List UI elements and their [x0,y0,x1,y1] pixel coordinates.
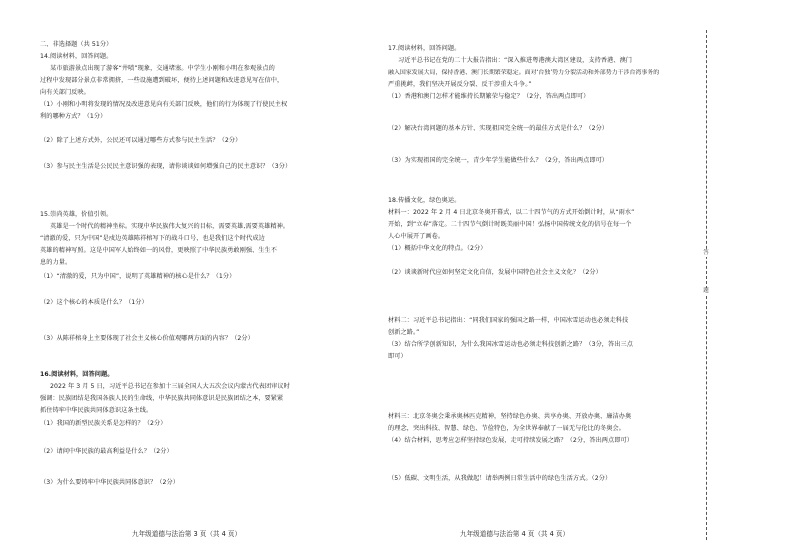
margin-mark: 答 [699,250,713,257]
q16-sub3: （3）为什么要铸牢中华民族共同体意识？（2分） [40,479,179,486]
q18-sub2: （2）谈谈新时代应如何坚定文化自信，发展中国特色社会主义文化？（2分） [388,269,602,276]
page-footer-left: 九年级道德与法治第 3 页（共 4 页） [132,530,242,538]
q17-sub3: （3）为实现祖国的完全统一，青少年学生能做些什么？（2分，答出两点即可） [388,157,609,164]
q17-line: 习近平总书记在党的二十大报告指出：“深入推进粤港澳大湾区建设，支持香港、澳门 [398,57,633,64]
q14-line: 过程中发现部分景点非常拥挤，一些设施遭到破坏，便待上述问题和改进意见写在信中， [40,77,284,84]
left-page [40,0,370,559]
q15-sub3: （3）从陈祥榕身上主要体现了社会主义核心价值观哪两方面的内容？（2分） [40,335,254,342]
q15-sub1: （1）“清澈的爱，只为中国”，说明了英雄精神的核心是什么？（1分） [40,273,236,280]
q17-line: 融入国家发展大局，保持香港、澳门长期繁荣稳定。面对‘台独’势力分裂活动和外部势力干涉台湾事务的 [388,70,660,76]
q18-m2-line: 创新之路。” [388,329,420,336]
q14-line: 某市旅游景点出现了游客“井喷”现象，交通堵塞。中学生小刚和小明在参观景点的 [50,65,275,72]
q18-sub4: （4）结合材料，思考应怎样坚持绿色发展，走可持续发展之路？（2分，答出两点即可） [388,437,633,444]
q15-line: 英雄的精神写照。这是中国军人始终如一的风骨，更映照了中华民族勇敢刚强、生生不 [40,247,278,254]
q16-sub1: （1）我国的新型民族关系是怎样的？（2分） [40,420,167,427]
q14-sub1: （1）小刚和小明将发现的情况及改进意见向有关部门反映，他们的行为体现了行使民主权 [40,101,288,108]
q14-sub1-cont: 利的哪种方式？（1分） [40,113,107,120]
q18-m2-line: 材料二：习近平总书记指出：“同我们国家的强国之路一样，中国冰雪运动也必须走科技 [388,317,629,324]
q18-m1-line: 材料一：2022 年 2 月 4 日北京冬奥开幕式，以二十四节气的方式开始倒计时，从“雨水” [388,209,635,216]
q14-sub3: （3）参与民主生活是公民民主意识强的表现，请你谈谈如何增强自己的民主意识？（3分） [40,163,292,170]
q18-sub5: （5）低碳、文明生活，从我做起！请举两例日常生活中的绿色生活方式。（2分） [388,475,612,482]
q14-sub2: （2）除了上述方式外，公民还可以通过哪些方式参与民主生活？（2分） [40,137,242,144]
q18-sub1: （1）概括中华文化的特点。（2分） [388,245,487,252]
binding-margin-line [706,30,707,540]
q18-m3-line: 的理念，突出科技、智慧、绿色、节俭特色，为全世界奉献了一届无与伦比的冬奥会。 [388,425,626,432]
q17-line: 严重挑衅，我们坚决开展反分裂、反干涉重大斗争。” [388,81,532,88]
q16-line: 抓住铸牢中华民族共同体意识这条主线。 [40,407,153,414]
q18-m1-line: 开始，到“立春”落定。二十四节气倒计时既美丽中国！弘扬中国传统文化的信号在每一个 [388,221,632,228]
q15-sub2: （2）这个核心的本质是什么？（1分） [40,299,148,306]
q15-title: 15.崇尚英雄，价值引领。 [40,211,113,218]
q16-title: 16.阅读材料，回答问题。 [40,371,114,378]
q14-line: 向有关部门反映。 [40,89,90,96]
margin-mark: 题 [699,288,713,295]
q17-title: 17.阅读材料，回答问题。 [388,45,461,52]
page-footer-right: 九年级道德与法治第 4 页（共 4 页） [460,530,570,538]
q18-m3-line: 材料三：北京冬奥会秉承奥林匹克精神，坚持绿色办奥、共享办奥、开放办奥、廉洁办奥 [388,413,632,420]
q17-sub2: （2）解决台湾问题的基本方针、实现祖国完全统一的最佳方式是什么？（2分） [388,125,609,132]
q16-line: 强调：民族团结是我国各族人民的生命线，中华民族共同体意识是民族团结之本，要紧紧 [40,395,284,402]
q15-line: 英雄是一个时代的精神坐标。实现中华民族伟大复兴的目标，需要英雄,需要英雄精神。 [50,223,290,230]
right-page [388,0,688,559]
q15-line: 息的力量。 [40,259,72,266]
section-title: 二、非选择题（共 51分） [40,41,113,48]
q18-sub3: （3）结合所学创新知识，为什么我国冰雪运动也必须走科技创新之路？（3分，答出三点 [388,341,633,348]
q16-sub2: （2）请问中华民族的最高利益是什么？（2分） [40,448,173,455]
q18-title: 18.传播文化，绿色奥运。 [388,197,461,204]
q18-m1-line: 人心中展开了画卷。 [388,233,445,240]
q17-sub1: （1）香港和澳门怎样才能维持长期繁荣与稳定？（2分，答出两点即可） [388,93,590,100]
q14-title: 14.阅读材料，回答问题。 [40,53,113,60]
q16-line: 2022 年 3 月 5 日，习近平总书记在参加十三届全国人大五次会议内蒙古代表团审议时 [50,383,290,390]
q18-sub3-cont: 即可） [388,353,407,360]
q15-line: “清澈的爱，只为中国”是戍边英雄陈祥榕写下的战斗口号，也是我们这个时代成边 [40,235,265,242]
